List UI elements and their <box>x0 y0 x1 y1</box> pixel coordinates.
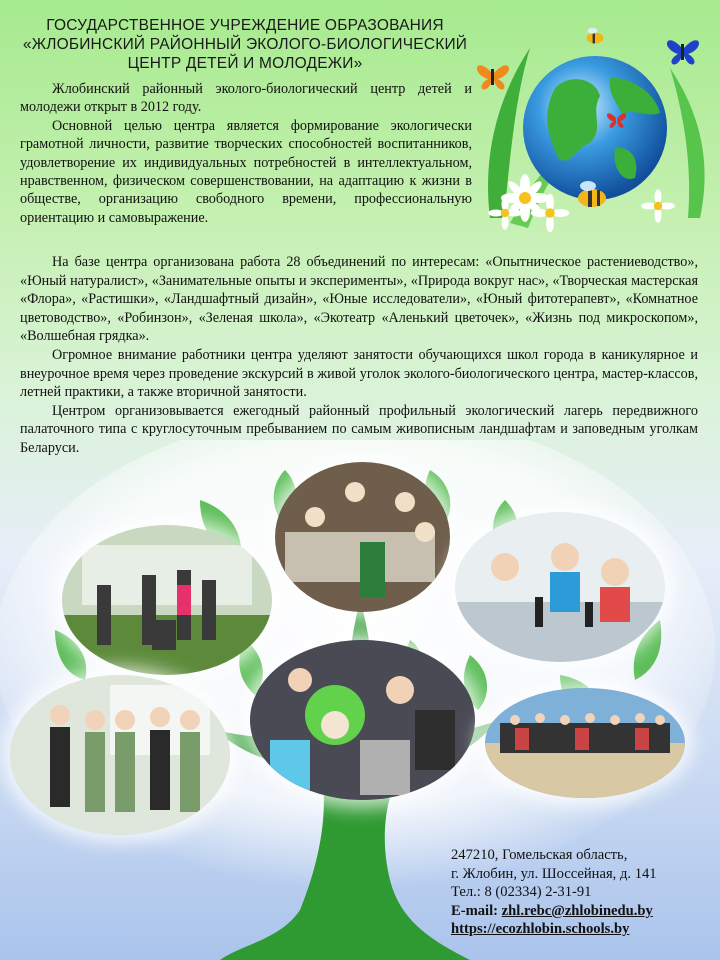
address-line-2: г. Жлобин, ул. Шоссейная, д. 141 <box>451 865 657 882</box>
phone: Тел.: 8 (02334) 2-31-91 <box>451 884 592 901</box>
email-label: E-mail: <box>451 902 502 919</box>
photo-garden <box>62 525 272 675</box>
contact-block <box>451 846 713 939</box>
photo-theatre <box>250 640 475 800</box>
globe-icon <box>523 56 667 200</box>
photo-classroom <box>275 462 450 612</box>
globe-illustration <box>470 18 720 238</box>
address-line-1: 247210, Гомельская область, <box>451 847 628 863</box>
photo-microscopes-image <box>455 512 665 662</box>
photo-classroom-image <box>275 462 450 612</box>
main-text <box>20 253 698 458</box>
email-link[interactable]: zhl.rebc@zhlobinedu.by <box>501 902 653 919</box>
website-link[interactable]: https://ecozhlobin.schools.by <box>451 921 630 938</box>
photo-garden-image <box>62 525 272 675</box>
paragraph-camp: Центром организовывается ежегодный районный профильный экологический лагерь передвижного палаточного типа с круглосуточным пребыванием по самым живописным ландшафтам и заповедным уголкам Беларуси. <box>20 402 698 456</box>
title-line-3: ЦЕНТР ДЕТЕЙ И МОЛОДЕЖИ» <box>127 55 363 72</box>
title-line-1: ГОСУДАРСТВЕННОЕ УЧРЕЖДЕНИЕ ОБРАЗОВАНИЯ <box>46 17 444 34</box>
paragraph-goal: Основной целью центра является формирование экологически грамотной личности, развитие творческих способностей воспитанников, удовлетворение их индивидуальных потребностей в интеллектуальном, нравственном, физическом совершенствовании, на адаптацию к жизни в обществе, организацию свободного времени, профессиональную ориентацию и самовыражение. <box>20 117 472 226</box>
website-row <box>451 920 713 939</box>
intro-text <box>20 80 472 227</box>
photo-camp-group-image <box>485 688 685 798</box>
email-row <box>451 902 713 921</box>
photo-theatre-image <box>250 640 475 800</box>
photo-camp-group <box>485 688 685 798</box>
photo-group-indoor-image <box>10 675 230 835</box>
photo-group-indoor <box>10 675 230 835</box>
paragraph-opening: Жлобинский районный эколого-биологический центр детей и молодежи открыт в 2012 году. <box>20 81 472 116</box>
page-title <box>20 16 470 73</box>
title-line-2: «ЖЛОБИНСКИЙ РАЙОННЫЙ ЭКОЛОГО-БИОЛОГИЧЕСКИЙ <box>22 36 468 53</box>
photo-microscopes <box>455 512 665 662</box>
paragraph-associations: На базе центра организована работа 28 объединений по интересам: «Опытническое растениеводство», «Юный натуралист», «Занимательные опыты и эксперименты», «Природа вокруг нас», «Творческая мастерская «Флора», «Растишки», «Ландшафтный дизайн», «Юные исследователи», «Юный фитотерапевт», «Комнатное цветоводство», «Робинзон», «Зеленая школа», «Экотеатр «Аленький цветочек», «Жизнь под микроскопом», «Волшебная грядка». <box>20 254 698 345</box>
paragraph-activities: Огромное внимание работники центра уделяют занятости обучающихся школ города в каникулярное и внеурочное время через проведение экскурсий в живой уголок эколого-биологического центра, мастер-классов, летней практики, а также вторичной занятости. <box>20 346 698 401</box>
